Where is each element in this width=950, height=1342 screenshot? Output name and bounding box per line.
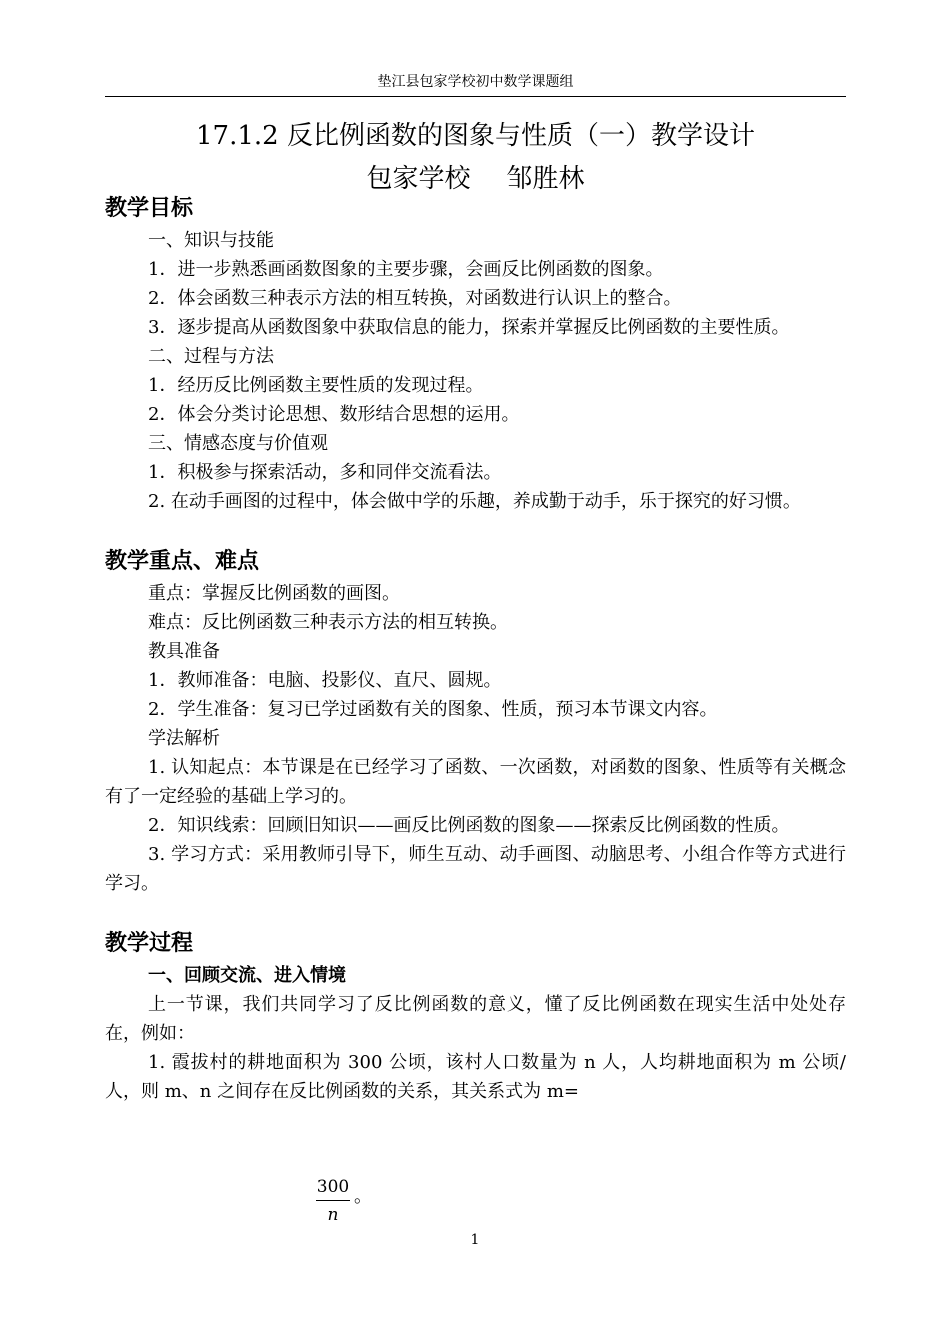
fraction-bar (316, 1200, 350, 1201)
process-subheading: 一、回顾交流、进入情境 (148, 965, 346, 986)
process-line: 1. 霞拔村的耕地面积为 300 公顷，该村人口数量为 n 人，人均耕地面积为 m 公顷/人，则 m、n 之间存在反比例函数的关系，其关系式为 m= (105, 1052, 846, 1102)
spacer (105, 516, 846, 545)
goal-line: 一、知识与技能 (148, 230, 274, 251)
goal-line: 三、情感态度与价值观 (148, 433, 328, 454)
page-number: 1 (470, 1232, 480, 1248)
goal-line: 2．体会分类讨论思想、数形结合思想的运用。 (148, 404, 520, 425)
section-heading-key: 教学重点、难点 (105, 549, 260, 574)
key-line: 2．知识线索：回顾旧知识——画反比例函数的图象——探索反比例函数的性质。 (148, 815, 790, 836)
key-line: 学法解析 (148, 728, 220, 749)
page-header: 垫江县包家学校初中数学课题组 (377, 74, 574, 90)
document-body (105, 192, 846, 1106)
process-line: 上一节课，我们共同学习了反比例函数的意义，懂了反比例函数在现实生活中处处存在，例如： (105, 994, 846, 1044)
fraction-denominator: n (327, 1205, 339, 1225)
key-line: 教具准备 (148, 641, 220, 662)
key-line: 难点：反比例函数三种表示方法的相互转换。 (148, 612, 508, 633)
header-rule (105, 96, 846, 97)
goal-line: 2. 在动手画图的过程中，体会做中学的乐趣，养成勤于动手，乐于探究的好习惯。 (148, 491, 801, 512)
key-line: 重点：掌握反比例函数的画图。 (148, 583, 400, 604)
section-heading-process: 教学过程 (105, 931, 194, 956)
goal-line: 1．进一步熟悉画函数图象的主要步骤，会画反比例函数的图象。 (148, 259, 664, 280)
author-name: 邹胜林 (506, 164, 585, 194)
fraction-period: 。 (354, 1186, 372, 1207)
spacer (105, 898, 846, 927)
goal-line: 3．逐步提高从函数图象中获取信息的能力，探索并掌握反比例函数的主要性质。 (148, 317, 790, 338)
fraction-numerator: 300 (316, 1177, 350, 1197)
goal-line: 1．积极参与探索活动，多和同伴交流看法。 (148, 462, 502, 483)
goal-line: 2．体会函数三种表示方法的相互转换，对函数进行认识上的整合。 (148, 288, 682, 309)
goal-line: 1．经历反比例函数主要性质的发现过程。 (148, 375, 484, 396)
document-title: 17.1.2 反比例函数的图象与性质（一）教学设计 (196, 121, 755, 151)
key-line: 2．学生准备：复习已学过函数有关的图象、性质，预习本节课文内容。 (148, 699, 718, 720)
key-line: 1．教师准备：电脑、投影仪、直尺、圆规。 (148, 670, 502, 691)
goal-line: 二、过程与方法 (148, 346, 274, 367)
key-line: 1. 认知起点：本节课是在已经学习了函数、一次函数，对函数的图象、性质等有关概念有了一定经验的基础上学习的。 (105, 757, 846, 807)
section-heading-goals: 教学目标 (105, 196, 194, 221)
author-school: 包家学校 (366, 164, 471, 194)
fraction-300-over-n (316, 1176, 350, 1225)
key-line: 3. 学习方式：采用教师引导下，师生互动、动手画图、动脑思考、小组合作等方式进行学习。 (105, 844, 846, 894)
